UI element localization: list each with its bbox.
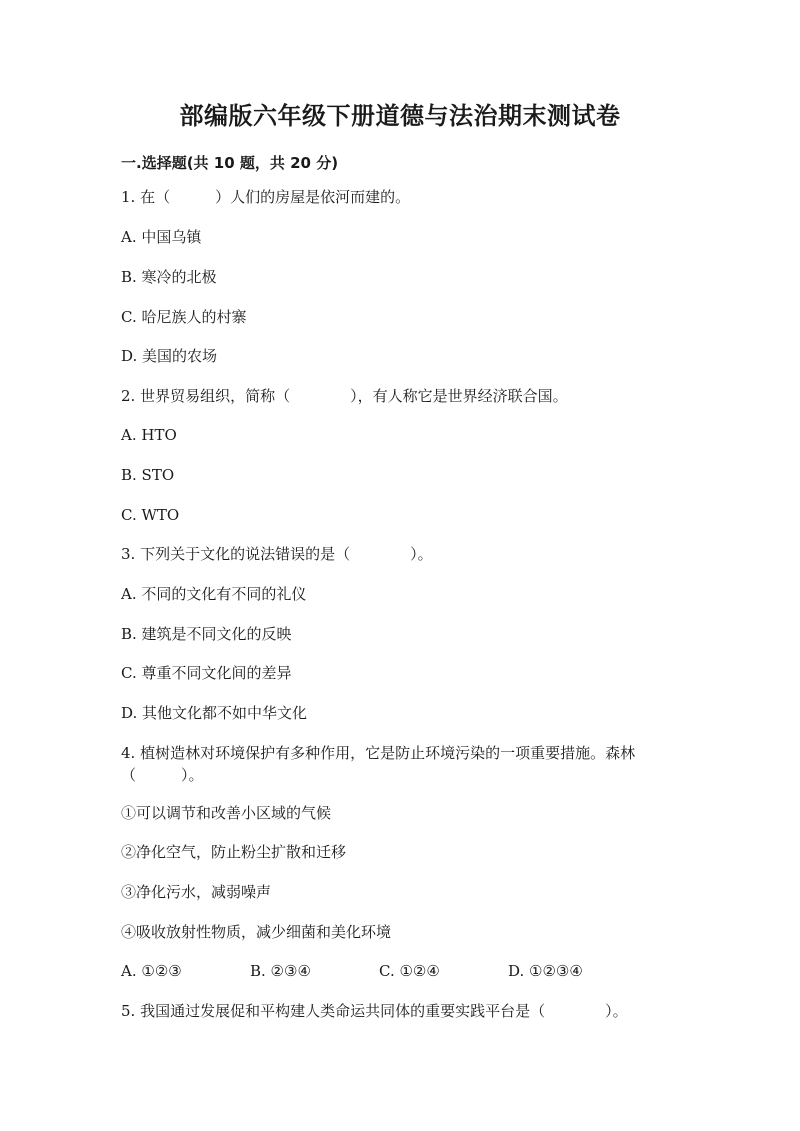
question-4-stem-line-1: 4. 植树造林对环境保护有多种作用，它是防止环境污染的一项重要措施。森林 [121,744,636,762]
question-3-stem: 3. 下列关于文化的说法错误的是（ ）。 [121,545,433,563]
question-3-option-c: C. 尊重不同文化间的差异 [121,664,292,682]
question-4-stem-line-2: （ ）。 [121,766,204,784]
question-1-option-c: C. 哈尼族人的村寨 [121,308,247,326]
question-2-stem: 2. 世界贸易组织，简称（ ），有人称它是世界经济联合国。 [121,387,568,405]
question-4-option-a: A. ①②③ [121,962,182,980]
question-1-stem: 1. 在（ ）人们的房屋是依河而建的。 [121,188,411,206]
question-1-option-b: B. 寒冷的北极 [121,268,217,286]
question-1-option-d: D. 美国的农场 [121,347,218,365]
question-4-option-d: D. ①②③④ [508,962,583,980]
section-heading: 一.选择题(共 10 题，共 20 分) [121,154,339,172]
question-2-option-a: A. HTO [121,426,177,444]
question-3-option-a: A. 不同的文化有不同的礼仪 [121,585,307,603]
question-4-statement-4: ④吸收放射性物质，减少细菌和美化环境 [121,923,392,941]
question-4-statement-1: ①可以调节和改善小区域的气候 [121,804,332,822]
question-4-option-c: C. ①②④ [379,962,440,980]
page-title: 部编版六年级下册道德与法治期末测试卷 [179,102,621,130]
question-5-stem: 5. 我国通过发展促和平构建人类命运共同体的重要实践平台是（ ）。 [121,1002,628,1020]
question-4-statement-3: ③净化污水，减弱噪声 [121,883,272,901]
question-4-option-b: B. ②③④ [250,962,311,980]
question-4-statement-2: ②净化空气，防止粉尘扩散和迁移 [121,843,347,861]
question-3-option-b: B. 建筑是不同文化的反映 [121,625,292,643]
question-2-option-c: C. WTO [121,506,180,524]
question-2-option-b: B. STO [121,466,175,484]
question-3-option-d: D. 其他文化都不如中华文化 [121,704,308,722]
question-1-option-a: A. 中国乌镇 [121,228,202,246]
